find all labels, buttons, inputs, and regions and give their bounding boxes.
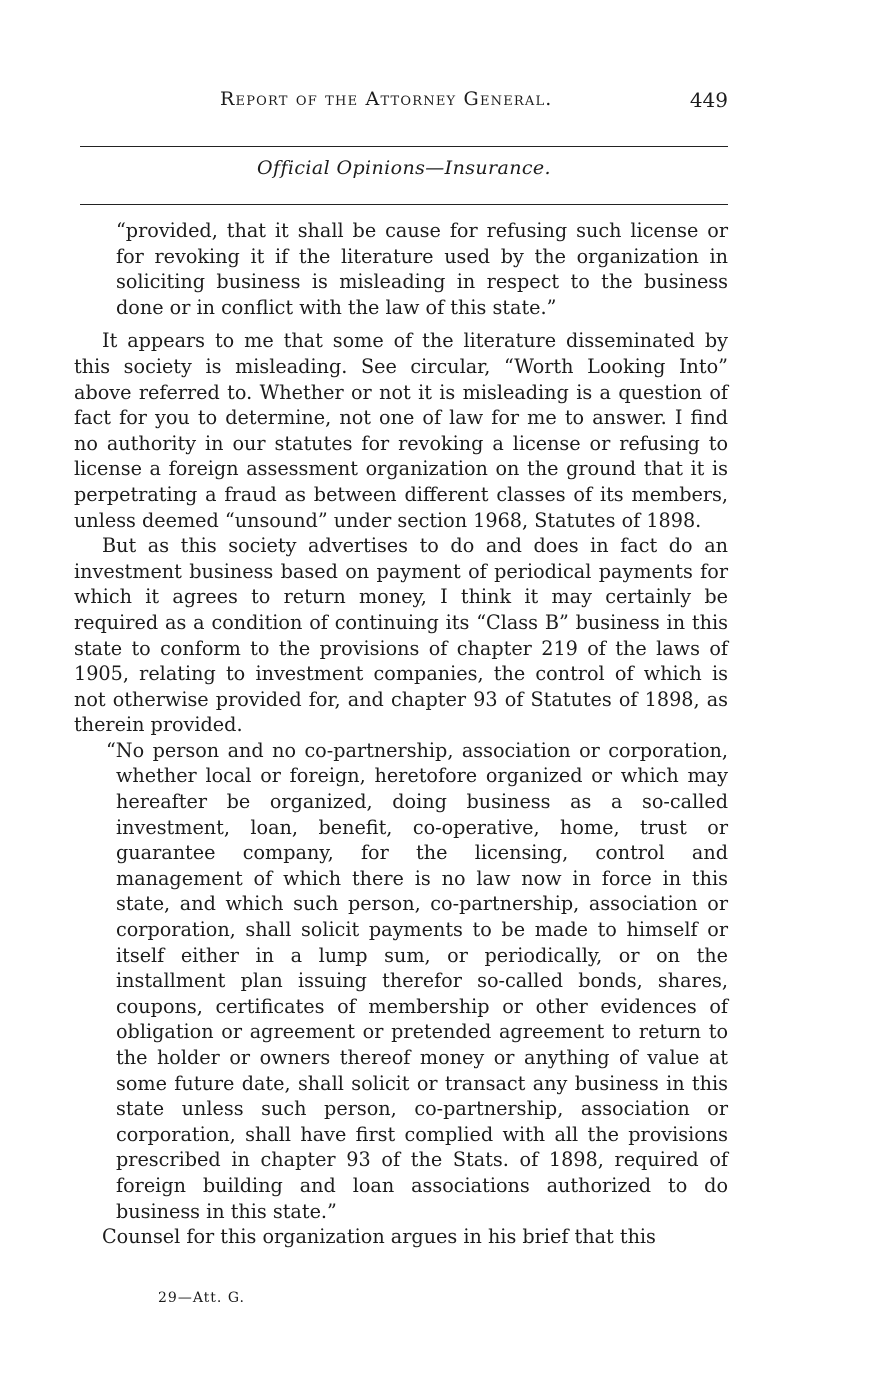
paragraph-misleading-literature: It appears to me that some of the literature disseminated by this society is misleading. See circular, “Worth Looking Into” above referred to. Whether or not it is misleading is a question of fact for you to determine, not one of law for me to answer. I find no authority in our statutes for revoking a license or refusing to license a foreign assessment organization on the ground that it is perpetrating a fraud as between different classes of its members, unless deemed “unsound” under section 1968, Statutes of 1898. xyxy=(74,329,728,532)
section-title: Official Opinions—Insurance. xyxy=(257,157,551,179)
running-title: Report of the Attorney General. xyxy=(220,88,553,110)
body-text xyxy=(74,218,728,1250)
page-number: 449 xyxy=(689,88,728,112)
quoted-proviso: “provided, that it shall be cause for refusing such license or for revoking it if the literature used by the organization in soliciting business is misleading in respect to the business done or in conflict with the law of this state.” xyxy=(116,219,728,319)
quoted-statute: “No person and no co-partnership, association or corporation, whether local or foreign, heretofore organized or which may hereafter be organized, doing business as a so-called investment, loan, benefit, co-operative, home, trust or guarantee company, for the licensing, control and management of which there is no law now in force in this state, and which such person, co-partnership, association or corporation, shall solicit payments to be made to himself or itself either in a lump sum, or periodically, or on the installment plan issuing therefor so-called bonds, shares, coupons, certificates of membership or other evidences of obligation or agreement or pretended agreement to return to the holder or owners thereof money or anything of value at some future date, shall solicit or transact any business in this state unless such person, co-partnership, association or corporation, shall have first complied with all the provisions prescribed in chapter 93 of the Stats. of 1898, required of foreign building and loan associations authorized to do business in this state.” xyxy=(106,738,728,1223)
paragraph-counsel-argues: Counsel for this organization argues in his brief that this xyxy=(102,1225,656,1249)
running-head xyxy=(80,88,728,116)
header-rule-top xyxy=(80,146,728,147)
paragraph-investment-business: But as this society advertises to do and does in fact do an investment business based on payment of periodical payments for which it agrees to return money, I think it may certainly be required as a condition of continuing its “Class B” business in this state to conform to the provisions of chapter 219 of the laws of 1905, relating to investment companies, the control of which is not otherwise provided for, and chapter 93 of Statutes of 1898, as therein provided. xyxy=(74,534,728,737)
header-rule-bottom xyxy=(80,204,728,205)
signature-mark: 29—Att. G. xyxy=(158,1290,245,1306)
